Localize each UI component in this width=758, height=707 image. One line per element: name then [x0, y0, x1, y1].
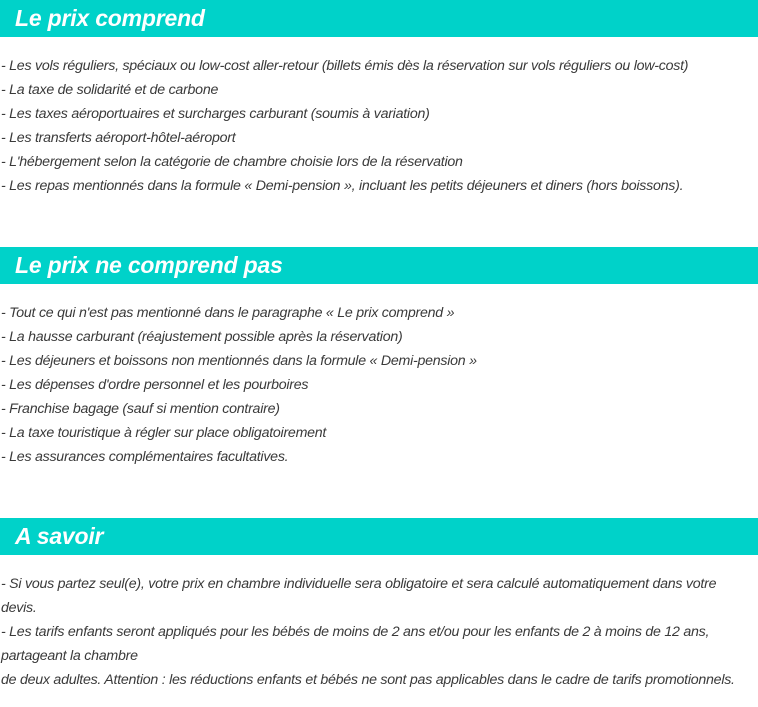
paragraph-line: - Si vous partez seul(e), votre prix en chambre individuelle sera obligatoire et sera calculé automatiquement dans votre [1, 576, 717, 592]
list-item: - Les repas mentionnés dans la formule « Demi-pension », incluant les petits déjeuners et diners (hors boissons). [1, 178, 684, 194]
good-to-know-text [0, 555, 758, 692]
section-title-good-to-know: A savoir [0, 518, 758, 555]
list-item: - La hausse carburant (réajustement possible après la réservation) [1, 329, 403, 345]
list-item: - Les taxes aéroportuaires et surcharges carburant (soumis à variation) [1, 106, 430, 122]
list-item: - Les transferts aéroport-hôtel-aéroport [1, 130, 236, 146]
list-item: - La taxe de solidarité et de carbone [1, 82, 219, 98]
section-title-price-excludes: Le prix ne comprend pas [0, 247, 758, 284]
list-item: - Les déjeuners et boissons non mentionnés dans la formule « Demi-pension » [1, 353, 477, 369]
section-price-excludes [0, 247, 758, 469]
paragraph-line: devis. [1, 600, 37, 616]
list-item: - Les dépenses d'ordre personnel et les pourboires [1, 377, 309, 393]
list-item: - Tout ce qui n'est pas mentionné dans le paragraphe « Le prix comprend » [1, 305, 455, 321]
list-item: - Les assurances complémentaires facultatives. [1, 449, 289, 465]
paragraph-line: - Les tarifs enfants seront appliqués pour les bébés de moins de 2 ans et/ou pour les enfants de 2 à moins de 12 ans, [1, 624, 710, 640]
list-item: - La taxe touristique à régler sur place obligatoirement [1, 425, 327, 441]
list-item: - Les vols réguliers, spéciaux ou low-cost aller-retour (billets émis dès la réservation sur vols réguliers ou low-cost) [1, 58, 689, 74]
section-title-price-includes: Le prix comprend [0, 0, 758, 37]
price-includes-list [0, 37, 758, 198]
list-item: - Franchise bagage (sauf si mention contraire) [1, 401, 280, 417]
section-good-to-know [0, 518, 758, 692]
section-price-includes [0, 0, 758, 198]
price-excludes-list [0, 284, 758, 469]
paragraph-line: de deux adultes. Attention : les réductions enfants et bébés ne sont pas applicables dans le cadre de tarifs promotionnels. [1, 672, 735, 688]
paragraph-line: partageant la chambre [1, 648, 138, 664]
list-item: - L'hébergement selon la catégorie de chambre choisie lors de la réservation [1, 154, 463, 170]
